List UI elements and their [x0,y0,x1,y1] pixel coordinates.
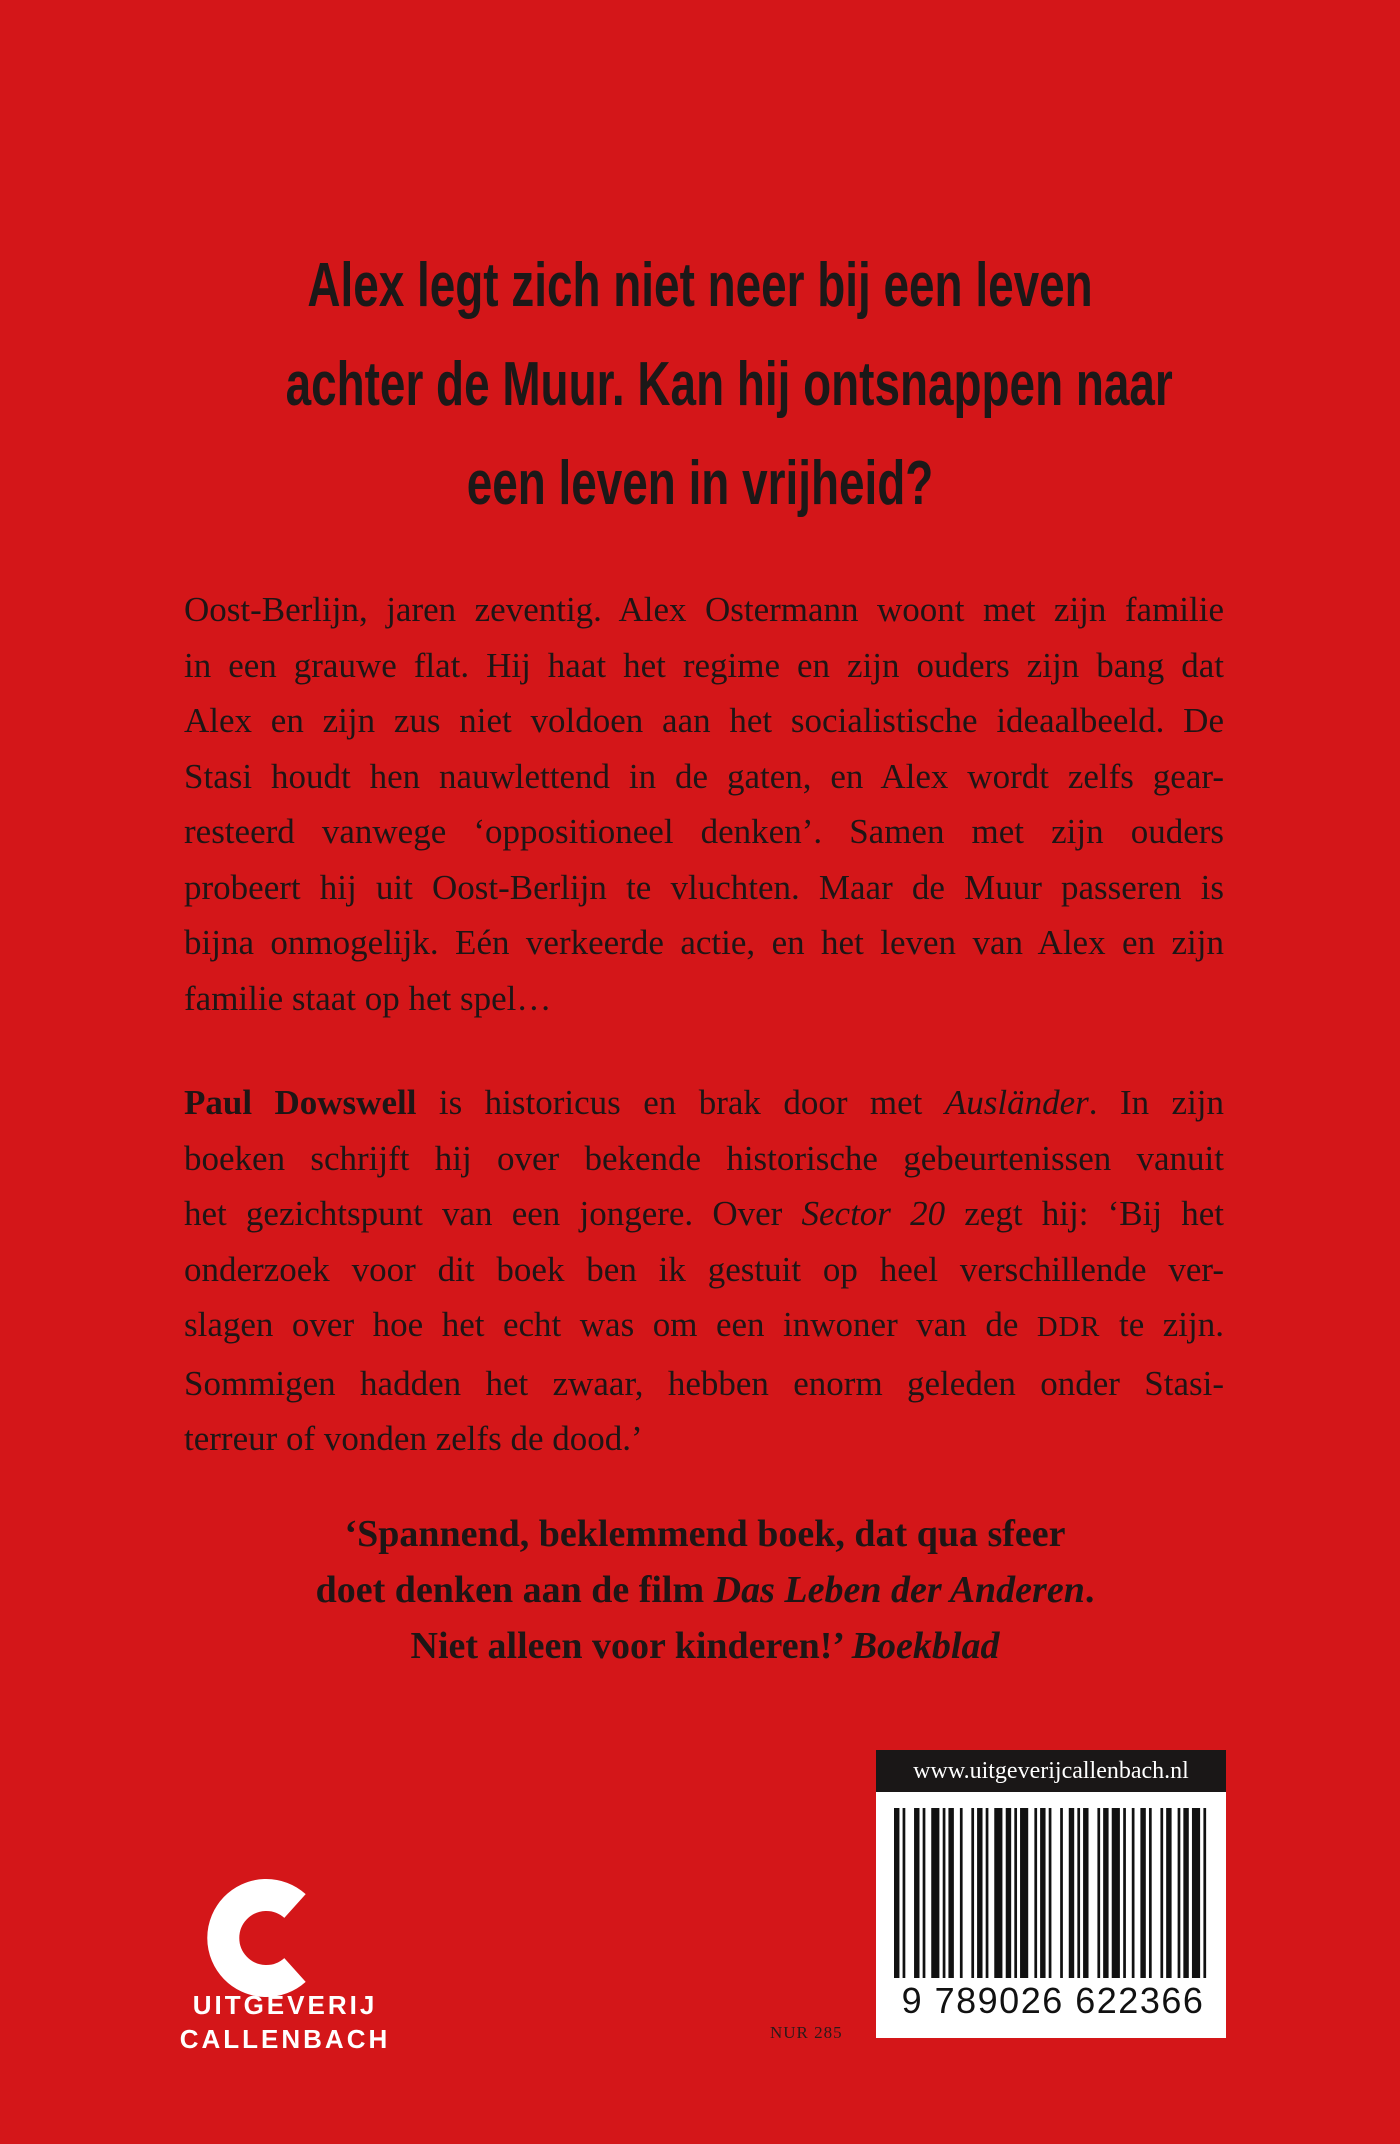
barcode-bar [948,1808,953,1978]
author-bio-line: terreur of vonden zelfs de dood.’ [184,1419,643,1458]
barcode-bar [1097,1808,1100,1978]
barcode-bar [1132,1808,1135,1978]
blurb-line: resteerd vanwege ‘oppositioneel denken’. Samen met zijn ouders [184,812,1224,851]
publisher-url: www.uitgeverijcallenbach.nl [876,1750,1226,1792]
quote-source: Boekblad [851,1625,1000,1667]
barcode [894,1808,1212,1978]
publisher-name-line2: CALLENBACH [179,2024,391,2054]
blurb-line: Oost-Berlijn, jaren zeventig. Alex Ostermann woont met zijn familie [184,590,1224,629]
quote-line: ‘Spannend, beklemmend boek, dat qua sfeer [344,1513,1066,1555]
headline [285,236,1173,533]
barcode-bar [1083,1808,1088,1978]
barcode-bar [1060,1808,1063,1978]
book-title: Ausländer [944,1083,1089,1122]
barcode-bar [1049,1808,1052,1978]
author-bio [184,1075,1224,1467]
barcode-bar [1069,1808,1074,1978]
film-title: Das Leben der Anderen [713,1569,1085,1611]
blurb-line: bijna onmogelijk. Eén verkeerde actie, en het leven van Alex en zijn [184,923,1224,962]
blurb-line: probeert hij uit Oost-Berlijn te vluchten. Maar de Muur passeren is [184,867,1224,907]
barcode-bar [994,1808,1002,1978]
ddr-abbreviation: DDR [1036,1311,1101,1343]
nur-code: NUR 285 [770,2023,843,2042]
barcode-digits: 9 789026 622366 [901,1980,1205,2021]
headline-line: achter de Muur. Kan hij ontsnappen naar [285,350,1173,419]
barcode-bar [914,1808,919,1978]
author-bio-line: onderzoek voor dit boek ben ik gestuit op heel verschillende ver- [184,1249,1224,1289]
author-bio-line: slagen over hoe het echt was om een inwoner van de DDR te zijn. [184,1305,1224,1344]
barcode-bar [1149,1808,1152,1978]
barcode-bar [1160,1808,1163,1978]
author-bio-line: Sommigen hadden het zwaar, hebben enorm geleden onder Stasi- [184,1363,1224,1403]
review-quote [180,1506,1230,1674]
book-title: Sector 20 [801,1194,946,1233]
barcode-bar [1006,1808,1011,1978]
author-bio-line: Paul Dowswell is historicus en brak door met Ausländer. In zijn [184,1083,1225,1122]
barcode-bar [903,1808,906,1978]
barcode-bar [1178,1808,1181,1978]
barcode-bar [986,1808,989,1978]
blurb-paragraph [184,582,1224,1026]
barcode-bar [1077,1808,1080,1978]
barcode-bar [1166,1808,1171,1978]
barcode-bar [1203,1808,1206,1978]
barcode-bar [1103,1808,1108,1978]
blurb-line: familie staat op het spel… [184,978,552,1018]
blurb-line: Alex en zijn zus niet voldoen aan het socialistische ideaalbeeld. De [184,701,1224,740]
barcode-bar [1014,1808,1017,1978]
author-bio-line: boeken schrijft hij over bekende historische gebeurtenissen vanuit [184,1138,1224,1178]
quote-line: Niet alleen voor kinderen!’ Boekblad [410,1625,1000,1667]
headline-line: een leven in vrijheid? [466,449,934,518]
barcode-bar [1140,1808,1145,1978]
barcode-bar [977,1808,982,1978]
barcode-bar [1040,1808,1045,1978]
author-bio-line: het gezichtspunt van een jongere. Over Sector 20 zegt hij: ‘Bij het [184,1194,1224,1233]
blurb-line: Stasi houdt hen nauwlettend in de gaten, en Alex wordt zelfs gear- [184,756,1224,796]
barcode-bar [1034,1808,1037,1978]
barcode-bar [894,1808,899,1978]
headline-line: Alex legt zich niet neer bij een leven [307,251,1093,320]
barcode-bar [923,1808,926,1978]
publisher-name-line1: UITGEVERIJ [192,1990,378,2020]
barcode-bar [1192,1808,1200,1978]
barcode-bar [943,1808,946,1978]
barcode-bar [1183,1808,1188,1978]
quote-line: doet denken aan de film Das Leben der Anderen. [315,1569,1095,1611]
barcode-bar [1112,1808,1120,1978]
barcode-bar [971,1808,974,1978]
barcode-bar [1020,1808,1028,1978]
barcode-bar [1123,1808,1126,1978]
barcode-bar [931,1808,939,1978]
blurb-line: in een grauwe flat. Hij haat het regime en zijn ouders zijn bang dat [184,645,1224,685]
barcode-bar [960,1808,963,1978]
author-name: Paul Dowswell [184,1083,417,1122]
